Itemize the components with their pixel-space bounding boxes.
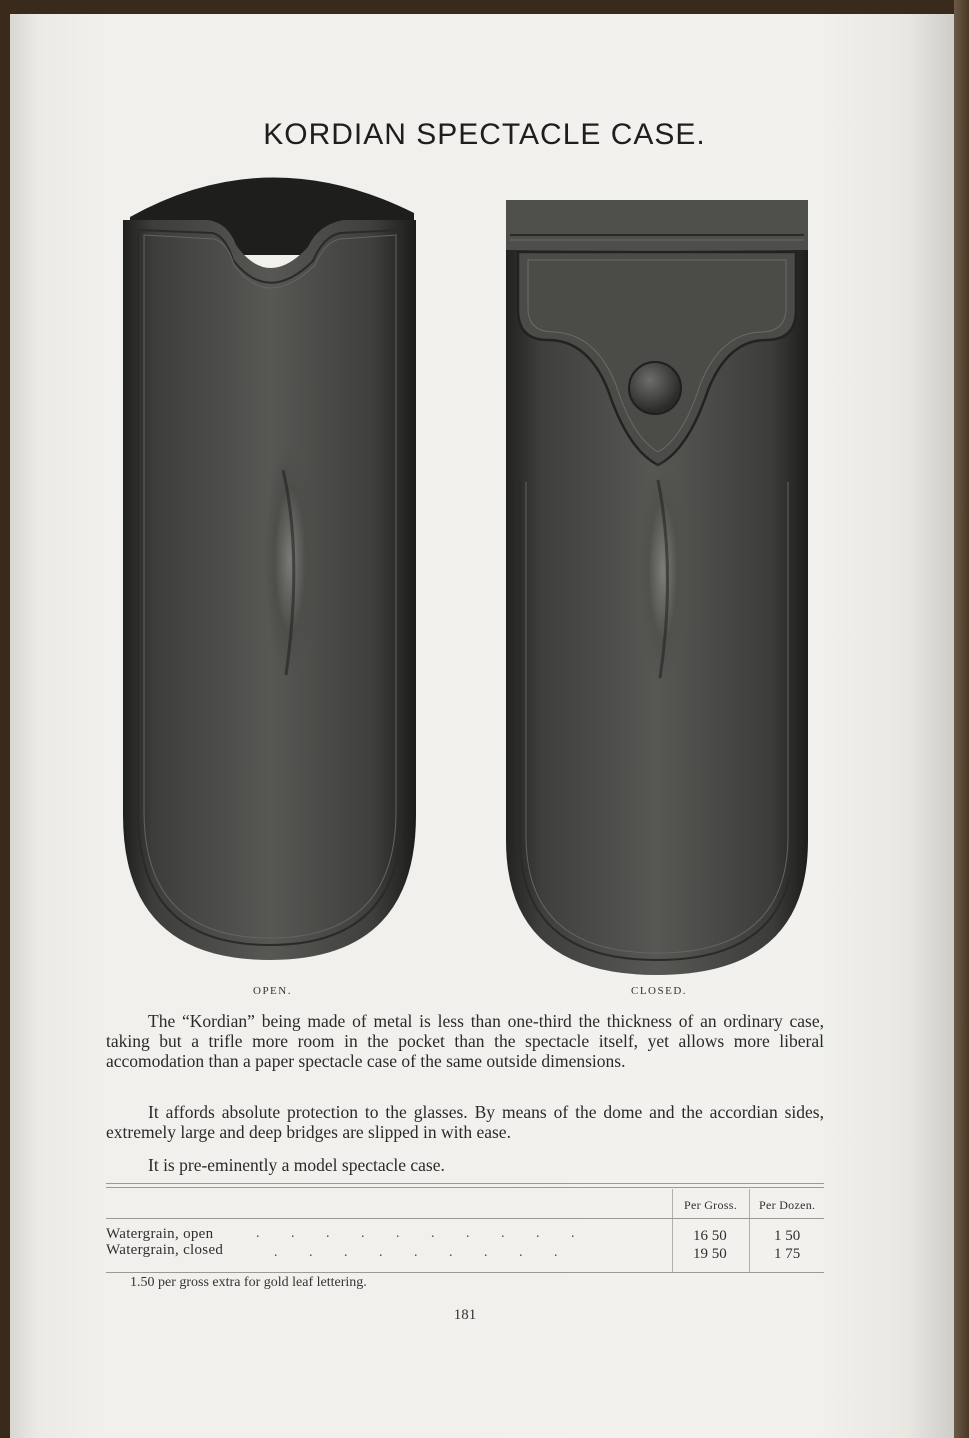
dot-leader: . . . . . . . . . . [256,1226,575,1241]
open-case-photo [118,165,423,965]
row-label-closed: Watergrain, closed [106,1242,224,1258]
dot-leader: . . . . . . . . . [274,1245,558,1260]
price-closed-gross: 19 50 [693,1246,727,1262]
table-top-rule [106,1183,824,1184]
caption-open: OPEN. [253,985,292,997]
price-open-dozen: 1 50 [774,1228,801,1244]
header-rule [106,1218,824,1219]
paragraph-protection: It affords absolute protection to the glasses. By means of the dome and the accordian sides, extremely large and deep bridges are slipped in with ease. [106,1102,824,1142]
page-title: KORDIAN SPECTACLE CASE. [263,118,706,151]
paragraph-model: It is pre-eminently a model spectacle case. [148,1155,445,1175]
price-closed-dozen: 1 75 [774,1246,801,1262]
paragraph-intro: The “Kordian” being made of metal is less than one-third the thickness of an ordinary case, taking but a trifle more room in the pocket than the spectacle itself, yet allows more liberal accomodation than a paper spectacle case of the same outside dimensions. [106,1011,824,1071]
table-bottom-rule [106,1272,824,1273]
price-open-gross: 16 50 [693,1228,727,1244]
column-divider [672,1189,673,1273]
header-per-gross: Per Gross. [684,1198,737,1212]
page-number: 181 [453,1307,477,1323]
caption-closed: CLOSED. [631,985,688,997]
closed-case-photo [498,190,816,980]
table-top-rule-2 [106,1187,824,1188]
column-divider [749,1189,750,1273]
row-label-open: Watergrain, open [106,1226,214,1242]
header-per-dozen: Per Dozen. [759,1198,816,1212]
book-spine-edge [954,0,969,1438]
footnote: 1.50 per gross extra for gold leaf lettering. [130,1275,367,1290]
